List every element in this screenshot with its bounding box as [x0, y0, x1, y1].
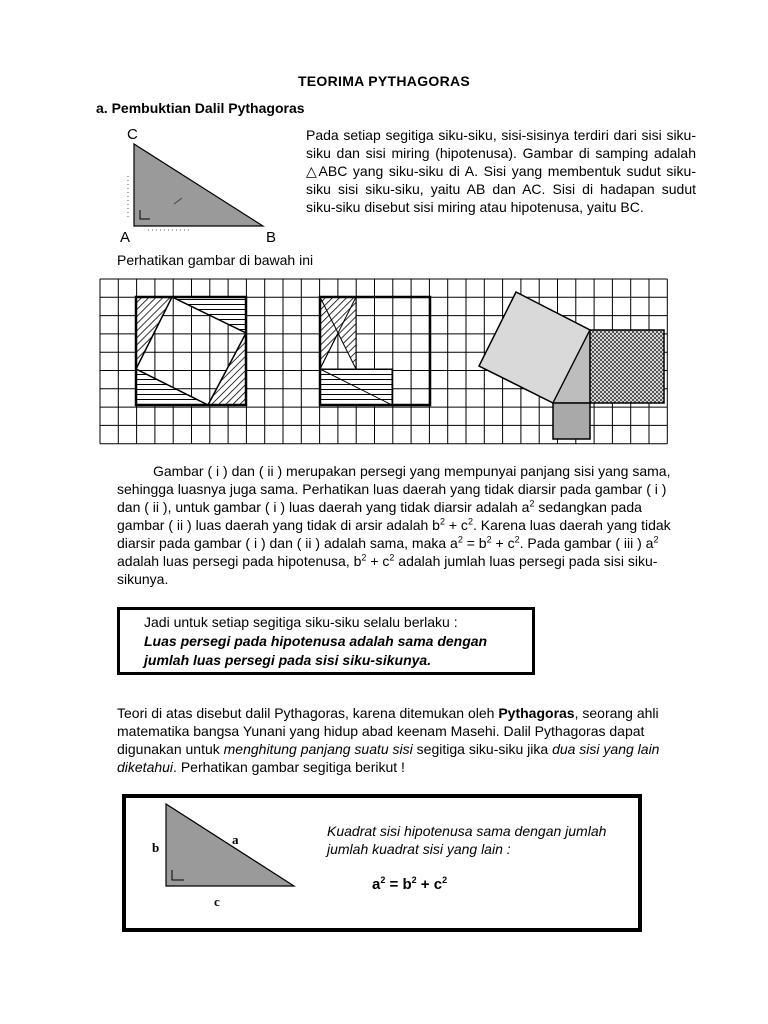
- leg-square-large: [590, 330, 664, 403]
- side-label-b: b: [152, 840, 160, 855]
- triangle-abc: [134, 144, 263, 226]
- conclusion-box: [117, 607, 535, 675]
- pythagoras-paragraph: Teori di atas disebut dalil Pythagoras, karena ditemukan oleh Pythagoras, seorang ahli matematika bangsa Yunani yang hidup abad keenam Masehi. Dalil Pythagoras dapat digunakan untuk menghitung panjang suatu sisi segitiga siku-siku jika dua sisi yang lain diketahui. Perhatikan gambar segitiga berikut !: [117, 705, 660, 775]
- intro-paragraph: Pada setiap segitiga siku-siku, sisi-sisinya terdiri dari sisi siku-siku dan sisi miring (hipotenusa). Gambar di samping adalah △ABC yang siku-siku di A. Sisi yang membentuk sudut siku-siku sisi siku-siku, yaitu AB dan AC. Sisi di hadapan sudut siku-siku disebut sisi miring atau hipotenusa, yaitu BC.: [306, 127, 696, 215]
- vertex-label-c: C: [127, 126, 138, 143]
- formula-box: [122, 794, 642, 932]
- side-label-a: a: [232, 832, 239, 847]
- conclusion-intro: Jadi untuk setiap segitiga siku-siku selalu berlaku :: [144, 614, 458, 630]
- triangle-symbol: △: [306, 163, 319, 179]
- pythagoras-proof-grid: [98, 277, 672, 447]
- explanation-paragraph: Gambar ( i ) dan ( ii ) merupakan persegi yang mempunyai panjang sisi yang sama, sehingga luasnya juga sama. Perhatikan luas daerah yang tidak diarsir pada gambar ( i ) dan ( ii ), untuk gambar ( i ) luas daerah yang tidak diarsir adalah $a^2$ sedangkan pada gambar ( ii ) luas daerah yang tidak di arsir adalah $b^2 + c^2$. Karena luas daerah yang tidak diarsir pada gambar ( i ) dan ( ii ) adalah sama, maka $a^2 = b^2 + c^2$. Pada gambar ( iii ) $a^2$ adalah luas persegi pada hipotenusa, $b^2 + c^2$ adalah jumlah luas persegi pada sisi siku-sikunya.: [117, 463, 671, 587]
- formula-triangle: [166, 804, 294, 886]
- triangle-abc-figure: [120, 138, 270, 236]
- section-heading: a. Pembuktian Dalil Pythagoras: [96, 100, 305, 116]
- figure-note: Perhatikan gambar di bawah ini: [117, 252, 314, 268]
- triangle-abc-sides: [126, 798, 326, 928]
- side-label-c: c: [214, 894, 220, 909]
- pythagoras-formula: $a^2 = b^2 + c^2$: [372, 875, 448, 893]
- figure-iii: [479, 292, 664, 439]
- formula-caption: Kuadrat sisi hipotenusa sama dengan jumlah jumlah kuadrat sisi yang lain :: [327, 823, 607, 857]
- vertex-label-a: A: [120, 229, 131, 246]
- page-title: TEORIMA PYTHAGORAS: [297, 73, 471, 89]
- conclusion-statement: Luas persegi pada hipotenusa adalah sama dengan jumlah luas persegi pada sisi siku-sikunya.: [144, 633, 488, 668]
- vertex-label-b: B: [266, 229, 277, 246]
- leg-square-small: [553, 403, 590, 439]
